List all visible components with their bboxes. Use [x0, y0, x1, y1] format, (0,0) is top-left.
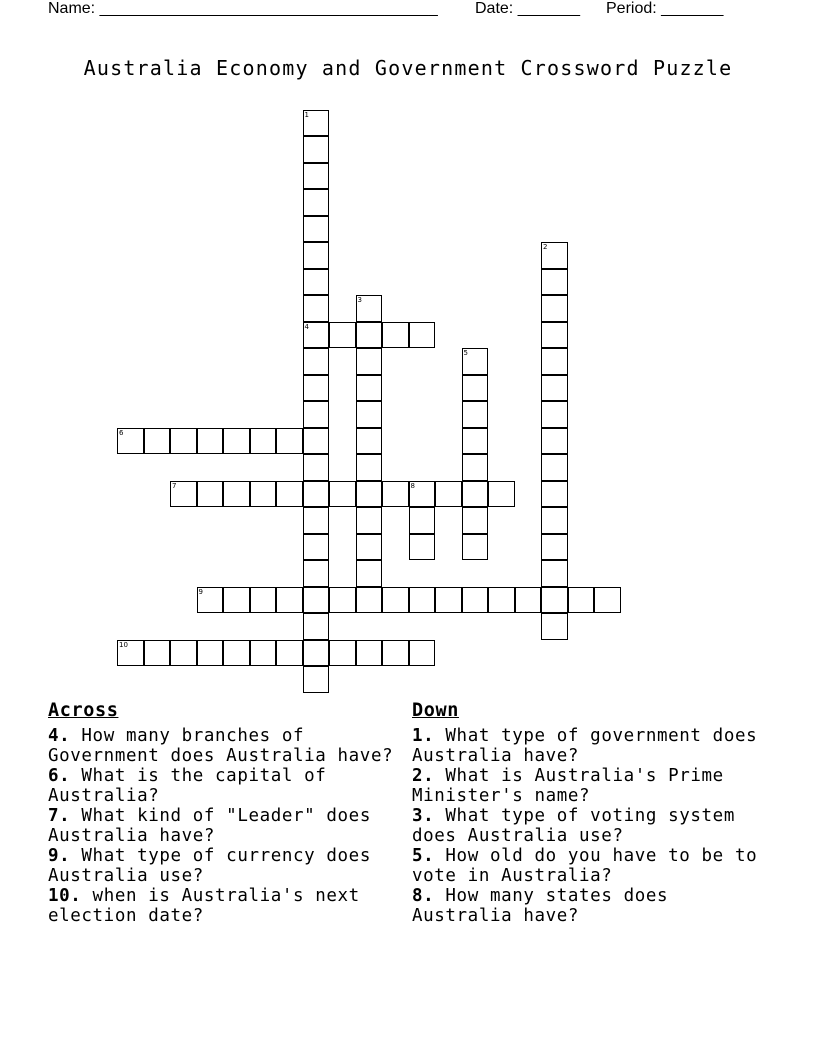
- clue-text: What is the capital of Australia?: [48, 766, 327, 806]
- crossword-cell[interactable]: [303, 375, 330, 402]
- cell-letter-input[interactable]: [277, 482, 302, 507]
- cell-letter-input[interactable]: [277, 429, 302, 454]
- crossword-cell[interactable]: [541, 613, 568, 640]
- cell-letter-input[interactable]: [198, 641, 223, 666]
- cell-letter-input[interactable]: [489, 482, 514, 507]
- cell-letter-input[interactable]: [330, 323, 355, 348]
- cell-letter-input[interactable]: [463, 402, 488, 427]
- clue-text: What is Australia's Prime Minister's name?: [412, 766, 724, 806]
- cell-letter-input[interactable]: [357, 376, 382, 401]
- crossword-cell[interactable]: [303, 560, 330, 587]
- clue-item: [412, 766, 772, 806]
- cell-letter-input[interactable]: [118, 429, 143, 454]
- cell-letter-input[interactable]: [277, 588, 302, 613]
- clue-text: What type of voting system does Australia use?: [412, 806, 735, 846]
- clue-number: 1.: [412, 726, 435, 746]
- cell-letter-input[interactable]: [463, 349, 488, 374]
- cell-letter-input[interactable]: [542, 243, 567, 268]
- cell-letter-input[interactable]: [383, 323, 408, 348]
- crossword-cell[interactable]: [541, 401, 568, 428]
- crossword-cell[interactable]: [303, 666, 330, 693]
- crossword-cell[interactable]: [250, 428, 277, 455]
- cell-letter-input[interactable]: [463, 588, 488, 613]
- name-field[interactable]: Name: ______________________________________: [48, 0, 438, 17]
- clue-number-label: 2: [543, 243, 548, 251]
- cell-letter-input[interactable]: [357, 455, 382, 480]
- crossword-cell[interactable]: [356, 454, 383, 481]
- crossword-cell[interactable]: [409, 640, 436, 667]
- crossword-cell[interactable]: [515, 587, 542, 614]
- crossword-cell[interactable]: [541, 322, 568, 349]
- crossword-cell[interactable]: [356, 295, 383, 322]
- crossword-cell[interactable]: [356, 560, 383, 587]
- cell-letter-input[interactable]: [198, 588, 223, 613]
- cell-letter-input[interactable]: [118, 641, 143, 666]
- cell-letter-input[interactable]: [304, 349, 329, 374]
- cell-letter-input[interactable]: [198, 429, 223, 454]
- cell-letter-input[interactable]: [304, 217, 329, 242]
- crossword-cell[interactable]: [382, 587, 409, 614]
- crossword-cell[interactable]: [303, 348, 330, 375]
- clue-number: 9.: [48, 846, 71, 866]
- cell-letter-input[interactable]: [224, 482, 249, 507]
- cell-letter-input[interactable]: [542, 508, 567, 533]
- cell-letter-input[interactable]: [357, 641, 382, 666]
- cell-letter-input[interactable]: [436, 588, 461, 613]
- crossword-cell[interactable]: [170, 481, 197, 508]
- cell-letter-input[interactable]: [171, 641, 196, 666]
- cell-letter-input[interactable]: [542, 402, 567, 427]
- cell-letter-input[interactable]: [489, 588, 514, 613]
- cell-letter-input[interactable]: [542, 429, 567, 454]
- clue-item: [48, 766, 408, 806]
- crossword-cell[interactable]: [356, 534, 383, 561]
- crossword-cell[interactable]: [303, 136, 330, 163]
- crossword-cell[interactable]: [197, 587, 224, 614]
- clue-number-label: 10: [119, 640, 128, 649]
- crossword-cell[interactable]: [541, 587, 568, 614]
- cell-letter-input[interactable]: [145, 429, 170, 454]
- crossword-cell[interactable]: [462, 507, 489, 534]
- crossword-cell[interactable]: [250, 481, 277, 508]
- cell-letter-input[interactable]: [542, 588, 567, 613]
- cell-letter-input[interactable]: [304, 588, 329, 613]
- page-title: Australia Economy and Government Crossword Puzzle: [83, 56, 733, 80]
- crossword-cell[interactable]: [462, 534, 489, 561]
- cell-letter-input[interactable]: [410, 588, 435, 613]
- cell-letter-input[interactable]: [304, 164, 329, 189]
- crossword-cell[interactable]: [568, 587, 595, 614]
- clue-number: 4.: [48, 726, 71, 746]
- crossword-cell[interactable]: [303, 322, 330, 349]
- clue-text: when is Australia's next election date?: [48, 886, 360, 926]
- clue-number: 7.: [48, 806, 71, 826]
- clue-number-label: 1: [304, 110, 309, 119]
- cell-letter-input[interactable]: [304, 376, 329, 401]
- cell-letter-input[interactable]: [304, 482, 329, 507]
- crossword-cell[interactable]: [303, 428, 330, 455]
- cell-letter-input[interactable]: [251, 641, 276, 666]
- cell-letter-input[interactable]: [357, 429, 382, 454]
- crossword-cell[interactable]: [488, 587, 515, 614]
- crossword-cell[interactable]: [435, 587, 462, 614]
- crossword-cell[interactable]: [541, 242, 568, 269]
- cell-letter-input[interactable]: [463, 535, 488, 560]
- crossword-cell[interactable]: [462, 587, 489, 614]
- cell-letter-input[interactable]: [410, 641, 435, 666]
- cell-letter-input[interactable]: [595, 588, 620, 613]
- cell-letter-input[interactable]: [171, 482, 196, 507]
- cell-letter-input[interactable]: [410, 508, 435, 533]
- crossword-cell[interactable]: [276, 481, 303, 508]
- cell-letter-input[interactable]: [304, 667, 329, 692]
- cell-letter-input[interactable]: [330, 641, 355, 666]
- clue-item: [48, 806, 408, 846]
- crossword-cell[interactable]: [303, 613, 330, 640]
- crossword-cell[interactable]: [276, 640, 303, 667]
- crossword-cell[interactable]: [435, 481, 462, 508]
- crossword-cell[interactable]: [223, 587, 250, 614]
- clue-number-label: 4: [304, 322, 309, 331]
- crossword-cell[interactable]: [462, 375, 489, 402]
- crossword-cell[interactable]: [382, 481, 409, 508]
- crossword-cell[interactable]: [409, 507, 436, 534]
- crossword-cell[interactable]: [541, 481, 568, 508]
- crossword-cell[interactable]: [541, 375, 568, 402]
- crossword-cell[interactable]: [303, 163, 330, 190]
- crossword-cell[interactable]: [356, 481, 383, 508]
- crossword-cell[interactable]: [303, 401, 330, 428]
- cell-letter-input[interactable]: [224, 641, 249, 666]
- crossword-cell[interactable]: [462, 428, 489, 455]
- clue-item: [412, 806, 772, 846]
- cell-letter-input[interactable]: [357, 588, 382, 613]
- cell-letter-input[interactable]: [251, 588, 276, 613]
- crossword-cell[interactable]: [303, 640, 330, 667]
- cell-letter-input[interactable]: [542, 349, 567, 374]
- cell-letter-input[interactable]: [304, 270, 329, 295]
- crossword-cell[interactable]: [409, 534, 436, 561]
- cell-letter-input[interactable]: [357, 535, 382, 560]
- cell-letter-input[interactable]: [251, 482, 276, 507]
- clue-number: 6.: [48, 766, 71, 786]
- cell-letter-input[interactable]: [277, 641, 302, 666]
- clue-number: 3.: [412, 806, 435, 826]
- crossword-cell[interactable]: [223, 428, 250, 455]
- cell-letter-input[interactable]: [171, 429, 196, 454]
- cell-letter-input[interactable]: [463, 429, 488, 454]
- clue-number: 5.: [412, 846, 435, 866]
- clue-number-label: 6: [119, 428, 124, 437]
- crossword-cell[interactable]: [303, 110, 330, 137]
- crossword-cell[interactable]: [329, 322, 356, 349]
- crossword-cell[interactable]: [303, 454, 330, 481]
- cell-letter-input[interactable]: [410, 535, 435, 560]
- down-heading: Down: [412, 700, 459, 721]
- cell-letter-input[interactable]: [410, 482, 435, 507]
- crossword-cell[interactable]: [117, 640, 144, 667]
- clue-item: [412, 886, 772, 926]
- cell-letter-input[interactable]: [463, 482, 488, 507]
- cell-letter-input[interactable]: [224, 429, 249, 454]
- cell-letter-input[interactable]: [542, 561, 567, 586]
- crossword-cell[interactable]: [197, 640, 224, 667]
- clue-item: [412, 726, 772, 766]
- crossword-cell[interactable]: [303, 295, 330, 322]
- clue-text: What type of government does Australia have?: [412, 726, 758, 766]
- clue-number-label: 3: [357, 296, 362, 304]
- crossword-cell[interactable]: [356, 640, 383, 667]
- crossword-cell[interactable]: [541, 534, 568, 561]
- crossword-cell[interactable]: [541, 507, 568, 534]
- across-heading: Across: [48, 700, 119, 721]
- crossword-cell[interactable]: [541, 560, 568, 587]
- crossword-cell[interactable]: [303, 587, 330, 614]
- cell-letter-input[interactable]: [542, 270, 567, 295]
- crossword-cell[interactable]: [594, 587, 621, 614]
- across-clue-list: [48, 726, 408, 926]
- crossword-cell[interactable]: [356, 587, 383, 614]
- cell-letter-input[interactable]: [330, 588, 355, 613]
- crossword-cell[interactable]: [356, 322, 383, 349]
- clue-text: How old do you have to be to vote in Australia?: [412, 846, 758, 886]
- crossword-cell[interactable]: [144, 640, 171, 667]
- cell-letter-input[interactable]: [357, 402, 382, 427]
- crossword-cell[interactable]: [541, 295, 568, 322]
- crossword-cell[interactable]: [541, 454, 568, 481]
- crossword-cell[interactable]: [462, 348, 489, 375]
- crossword-cell[interactable]: [356, 401, 383, 428]
- cell-letter-input[interactable]: [304, 508, 329, 533]
- cell-letter-input[interactable]: [542, 376, 567, 401]
- cell-letter-input[interactable]: [463, 455, 488, 480]
- cell-letter-input[interactable]: [569, 588, 594, 613]
- cell-letter-input[interactable]: [542, 323, 567, 348]
- crossword-cell[interactable]: [356, 428, 383, 455]
- clue-item: [48, 886, 408, 926]
- cell-letter-input[interactable]: [516, 588, 541, 613]
- cell-letter-input[interactable]: [542, 296, 567, 321]
- crossword-cell[interactable]: [276, 428, 303, 455]
- crossword-cell[interactable]: [329, 587, 356, 614]
- crossword-cell[interactable]: [541, 348, 568, 375]
- cell-letter-input[interactable]: [304, 402, 329, 427]
- cell-letter-input[interactable]: [304, 323, 329, 348]
- clue-text: What kind of "Leader" does Australia have?: [48, 806, 371, 846]
- cell-letter-input[interactable]: [357, 482, 382, 507]
- crossword-cell[interactable]: [462, 454, 489, 481]
- crossword-cell[interactable]: [303, 269, 330, 296]
- crossword-cell[interactable]: [541, 269, 568, 296]
- crossword-cell[interactable]: [462, 481, 489, 508]
- crossword-cell[interactable]: [250, 640, 277, 667]
- cell-letter-input[interactable]: [304, 641, 329, 666]
- clue-text: How many states does Australia have?: [412, 886, 669, 926]
- cell-letter-input[interactable]: [304, 561, 329, 586]
- crossword-cell[interactable]: [409, 481, 436, 508]
- cell-letter-input[interactable]: [304, 243, 329, 268]
- cell-letter-input[interactable]: [357, 296, 382, 321]
- cell-letter-input[interactable]: [542, 535, 567, 560]
- crossword-cell[interactable]: [117, 428, 144, 455]
- clue-item: [412, 846, 772, 886]
- clue-item: [48, 726, 408, 766]
- down-clue-list: [412, 726, 772, 926]
- cell-letter-input[interactable]: [357, 508, 382, 533]
- cell-letter-input[interactable]: [304, 137, 329, 162]
- clue-number-label: 7: [172, 481, 177, 490]
- crossword-cell[interactable]: [462, 401, 489, 428]
- date-field[interactable]: Date: _______: [475, 0, 580, 17]
- cell-letter-input[interactable]: [304, 111, 329, 136]
- cell-letter-input[interactable]: [436, 482, 461, 507]
- crossword-cell[interactable]: [356, 348, 383, 375]
- cell-letter-input[interactable]: [304, 296, 329, 321]
- cell-letter-input[interactable]: [198, 482, 223, 507]
- cell-letter-input[interactable]: [224, 588, 249, 613]
- crossword-cell[interactable]: [329, 640, 356, 667]
- cell-letter-input[interactable]: [304, 455, 329, 480]
- crossword-cell[interactable]: [303, 481, 330, 508]
- crossword-cell[interactable]: [541, 428, 568, 455]
- clue-number-label: 5: [463, 349, 468, 357]
- crossword-cell[interactable]: [197, 428, 224, 455]
- cell-letter-input[interactable]: [463, 508, 488, 533]
- across-clues: [48, 701, 408, 926]
- cell-letter-input[interactable]: [410, 323, 435, 348]
- cell-letter-input[interactable]: [330, 482, 355, 507]
- crossword-cell[interactable]: [488, 481, 515, 508]
- crossword-cell[interactable]: [303, 216, 330, 243]
- cell-letter-input[interactable]: [542, 455, 567, 480]
- crossword-cell[interactable]: [409, 322, 436, 349]
- crossword-cell[interactable]: [303, 242, 330, 269]
- crossword-cell[interactable]: [356, 507, 383, 534]
- cell-letter-input[interactable]: [304, 429, 329, 454]
- cell-letter-input[interactable]: [145, 641, 170, 666]
- clue-number: 10.: [48, 886, 82, 906]
- cell-letter-input[interactable]: [383, 482, 408, 507]
- cell-letter-input[interactable]: [357, 323, 382, 348]
- crossword-cell[interactable]: [303, 534, 330, 561]
- cell-letter-input[interactable]: [357, 349, 382, 374]
- crossword-cell[interactable]: [250, 587, 277, 614]
- crossword-cell[interactable]: [303, 189, 330, 216]
- crossword-cell[interactable]: [329, 481, 356, 508]
- clue-item: [48, 846, 408, 886]
- cell-letter-input[interactable]: [304, 614, 329, 639]
- crossword-cell[interactable]: [223, 481, 250, 508]
- cell-letter-input[interactable]: [304, 190, 329, 215]
- crossword-cell[interactable]: [197, 481, 224, 508]
- period-field[interactable]: Period: _______: [606, 0, 724, 17]
- down-clues: [412, 701, 772, 926]
- crossword-cell[interactable]: [276, 587, 303, 614]
- crossword-cell[interactable]: [170, 428, 197, 455]
- clue-text: What type of currency does Australia use?: [48, 846, 371, 886]
- crossword-cell[interactable]: [303, 507, 330, 534]
- crossword-cell[interactable]: [409, 587, 436, 614]
- clue-number-label: 9: [198, 587, 203, 596]
- crossword-cell[interactable]: [382, 322, 409, 349]
- crossword-cell[interactable]: [356, 375, 383, 402]
- cell-letter-input[interactable]: [383, 641, 408, 666]
- cell-letter-input[interactable]: [304, 535, 329, 560]
- cell-letter-input[interactable]: [542, 614, 567, 639]
- cell-letter-input[interactable]: [251, 429, 276, 454]
- clue-number: 2.: [412, 766, 435, 786]
- crossword-cell[interactable]: [382, 640, 409, 667]
- clue-number-label: 8: [410, 481, 415, 490]
- cell-letter-input[interactable]: [542, 482, 567, 507]
- cell-letter-input[interactable]: [383, 588, 408, 613]
- clue-text: How many branches of Government does Australia have?: [48, 726, 394, 766]
- clue-number: 8.: [412, 886, 435, 906]
- cell-letter-input[interactable]: [463, 376, 488, 401]
- cell-letter-input[interactable]: [357, 561, 382, 586]
- crossword-cell[interactable]: [144, 428, 171, 455]
- crossword-cell[interactable]: [223, 640, 250, 667]
- crossword-cell[interactable]: [170, 640, 197, 667]
